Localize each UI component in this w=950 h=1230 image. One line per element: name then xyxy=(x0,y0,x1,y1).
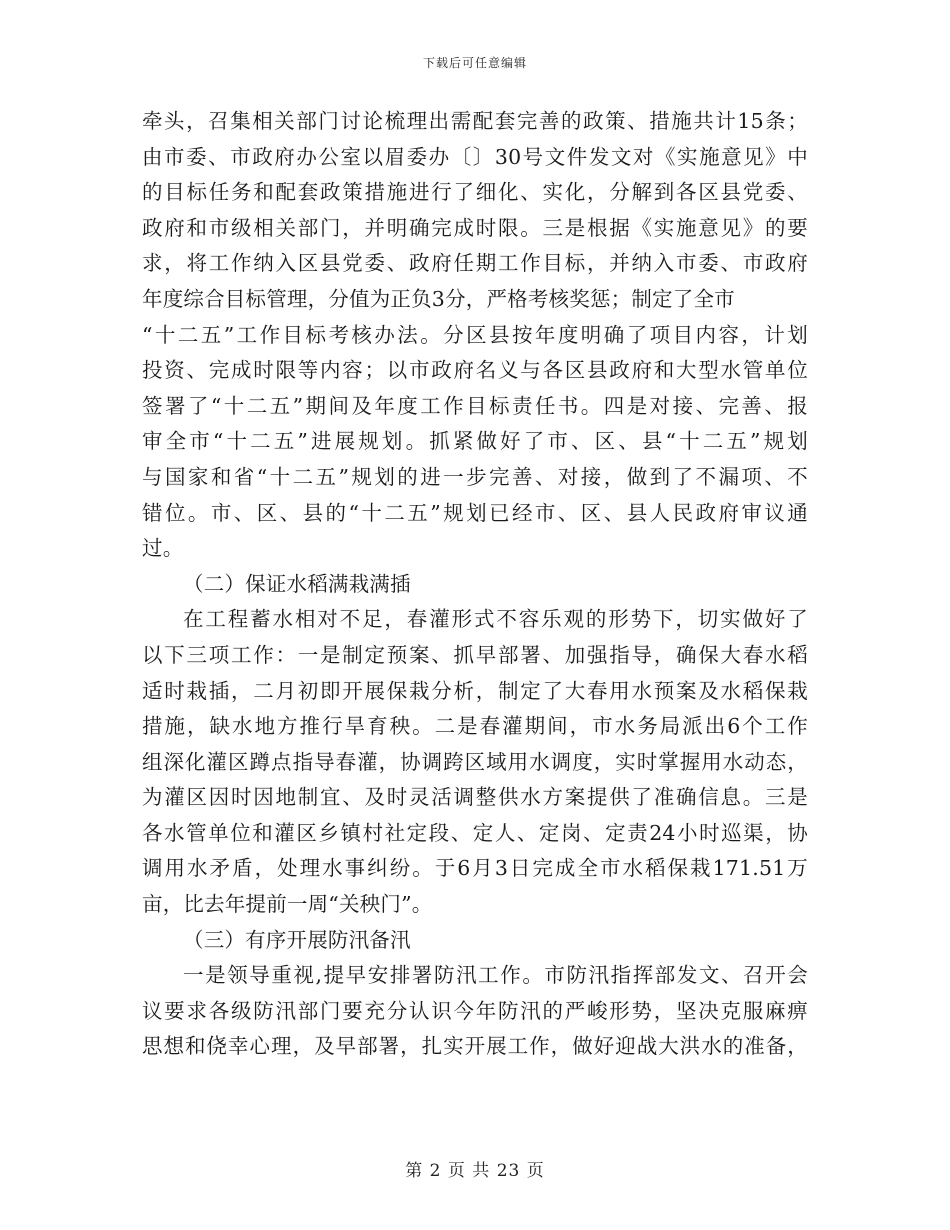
paragraph-continuation xyxy=(142,104,808,567)
text-line: 议要求各级防汛部门要充分认识今年防汛的严峻形势，坚决克服麻痹 xyxy=(142,998,808,1023)
text-line: 为灌区因时因地制宜、及时灵活调整供水方案提供了准确信息。三是 xyxy=(142,785,808,810)
paragraph-body xyxy=(142,958,808,1065)
text-line: 审全市“十二五”进展规划。抓紧做好了市、区、县“十二五”规划 xyxy=(142,429,808,454)
text-line: 在工程蓄水相对不足，春灌形式不容乐观的形势下，切实做好了 xyxy=(183,607,808,632)
text-line: 由市委、市政府办公室以眉委办〔〕30号文件发文对《实施意见》中 xyxy=(142,144,808,169)
text-line: 以下三项工作：一是制定预案、抓早部署、加强指导，确保大春水稻 xyxy=(142,642,808,667)
section-heading: （二）保证水稻满栽满插 xyxy=(183,571,411,596)
text-line: 过。 xyxy=(142,536,184,561)
text-line: 错位。市、区、县的“十二五”规划已经市、区、县人民政府审议通 xyxy=(142,500,808,525)
text-line: 适时栽插，二月初即开展保栽分析，制定了大春用水预案及水稻保栽 xyxy=(142,678,808,703)
text-line: 的目标任务和配套政策措施进行了细化、实化，分解到各区县党委、 xyxy=(142,180,808,205)
text-line: 投资、完成时限等内容；以市政府名义与各区县政府和大型水管单位 xyxy=(142,358,808,383)
text-line: 组深化灌区蹲点指导春灌，协调跨区域用水调度，实时掌握用水动态， xyxy=(142,749,808,774)
section-heading: （三）有序开展防汛备汛 xyxy=(183,927,411,952)
text-line: “十二五”工作目标考核办法。分区县按年度明确了项目内容，计划 xyxy=(142,322,808,347)
text-line: 思想和侥幸心理，及早部署，扎实开展工作，做好迎战大洪水的准备， xyxy=(142,1034,808,1059)
text-line: 政府和市级相关部门，并明确完成时限。三是根据《实施意见》的要 xyxy=(142,215,808,240)
document-body xyxy=(142,104,808,1065)
text-line: 与国家和省“十二五”规划的进一步完善、对接，做到了不漏项、不 xyxy=(142,464,808,489)
paragraph-body xyxy=(142,602,808,922)
text-line: 亩，比去年提前一周“关秧门”。 xyxy=(142,892,433,917)
text-line: 签署了“十二五”期间及年度工作目标责任书。四是对接、完善、报 xyxy=(142,393,808,418)
text-line: 牵头，召集相关部门讨论梳理出需配套完善的政策、措施共计15条； xyxy=(142,109,808,133)
text-line: 一是领导重视,提早安排署防汛工作。市防汛指挥部发文、召开会 xyxy=(183,963,808,988)
page-number: 第 2 页 共 23 页 xyxy=(405,1161,545,1181)
text-line: 措施，缺水地方推行旱育秧。二是春灌期间，市水务局派出6个工作 xyxy=(142,714,808,739)
page-header-note: 下载后可任意编辑 xyxy=(422,56,527,70)
text-line: 年度综合目标管理，分值为正负3分，严格考核奖惩；制定了全市 xyxy=(142,286,735,311)
text-line: 调用水矛盾，处理水事纠纷。于6月3日完成全市水稻保栽171.51万 xyxy=(142,856,808,881)
text-line: 各水管单位和灌区乡镇村社定段、定人、定岗、定责24小时巡渠，协 xyxy=(142,820,808,845)
text-line: 求，将工作纳入区县党委、政府任期工作目标，并纳入市委、市政府 xyxy=(142,251,808,276)
